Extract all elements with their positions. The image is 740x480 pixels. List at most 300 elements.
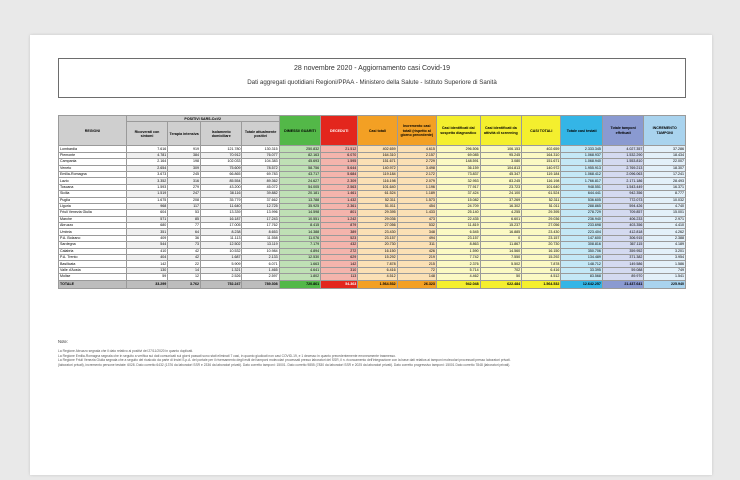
screening-cell: 3.080 — [480, 159, 522, 165]
casi-testati-cell: 1.068.412 — [561, 171, 603, 177]
casi-totali-cell: 51.011 — [358, 203, 397, 209]
dimessi-cell: 8.415 — [279, 223, 321, 229]
screening-cell: 16.302 — [480, 203, 522, 209]
casi-testati-cell: 148.712 — [561, 261, 603, 267]
totale-positivi-total: 789.308 — [242, 280, 279, 288]
sospetto-cell: 1.590 — [436, 248, 480, 254]
casi-totali-cell: 15.292 — [358, 255, 397, 261]
incremento-tamponi-cell: 1.586 — [644, 261, 686, 267]
casi-testati-cell: 236.940 — [561, 216, 603, 222]
tamponi-cell: 412.818 — [602, 229, 644, 235]
casi-totali-2-cell: 61.524 — [522, 191, 561, 197]
screening-cell: 702 — [480, 267, 522, 273]
screening-cell: 15.237 — [480, 223, 522, 229]
screening-cell: 37.269 — [480, 197, 522, 203]
incremento-cell: 1.573 — [397, 197, 436, 203]
ricoverati-cell: 4.781 — [126, 152, 168, 158]
header-incremento-tamponi: INCREMENTO TAMPONI — [644, 116, 686, 146]
dimessi-cell: 45.693 — [279, 159, 321, 165]
casi-testati-cell: 83.568 — [561, 274, 603, 280]
isolamento-cell: 13.339 — [200, 210, 242, 216]
incremento-tamponi-cell: 4.740 — [644, 203, 686, 209]
screening-cell: 11.867 — [480, 242, 522, 248]
incremento-tamponi-cell: 17.241 — [644, 171, 686, 177]
tamponi-cell: 2.096.063 — [602, 171, 644, 177]
sospetto-cell: 4.462 — [436, 274, 480, 280]
ricoverati-cell: 604 — [126, 210, 168, 216]
isolamento-cell: 70.912 — [200, 152, 242, 158]
header-sospetto: Casi identificati dal sospetto diagnostico — [436, 116, 480, 146]
isolamento-cell: 75.609 — [200, 165, 242, 171]
totale-positivi-cell: 13.996 — [242, 210, 279, 216]
casi-totali-2-total: 1.564.532 — [522, 280, 561, 288]
header-casi-totali: Casi totali — [358, 116, 397, 146]
screening-cell: 45.347 — [480, 171, 522, 177]
page-title: 28 novembre 2020 - Aggiornamento casi Covid-19 — [293, 65, 451, 72]
incremento-cell: 219 — [397, 255, 436, 261]
casi-totali-2-cell: 119.184 — [522, 171, 561, 177]
ricoverati-cell: 409 — [126, 235, 168, 241]
ricoverati-cell: 1.519 — [126, 191, 168, 197]
totale-positivi-cell: 8.653 — [242, 229, 279, 235]
header-tamponi: Totale tamponi effettuati — [602, 116, 644, 146]
terapia-cell: 384 — [168, 152, 201, 158]
screening-cell: 7.550 — [480, 255, 522, 261]
screening-cell: 106.153 — [480, 146, 522, 152]
casi-totali-cell: 101.640 — [358, 184, 397, 190]
dimessi-cell: 82.163 — [279, 152, 321, 158]
ricoverati-cell: 680 — [126, 223, 168, 229]
incremento-cell: 2.172 — [397, 171, 436, 177]
screening-cell: 23.723 — [480, 184, 522, 190]
incremento-tamponi-cell: 18.307 — [644, 165, 686, 171]
sospetto-total: 942.048 — [436, 280, 480, 288]
terapia-cell: 73 — [168, 242, 201, 248]
title-box — [58, 58, 686, 98]
deceduti-cell: 523 — [321, 235, 358, 241]
dimessi-cell: 24.627 — [279, 178, 321, 184]
dimessi-cell: 12.530 — [279, 255, 321, 261]
casi-testati-cell: 223.404 — [561, 229, 603, 235]
incremento-cell: 4.615 — [397, 146, 436, 152]
isolamento-cell: 1.687 — [200, 255, 242, 261]
casi-totali-cell: 164.310 — [358, 152, 397, 158]
region-name: Sardegna — [59, 242, 127, 248]
incremento-tamponi-cell: 749 — [644, 267, 686, 273]
casi-testati-cell: 288.865 — [561, 203, 603, 209]
ricoverati-cell: 1.593 — [126, 184, 168, 190]
header-incremento: Incremento casi totali (rispetto al giorno precedente) — [397, 116, 436, 146]
terapia-cell: 245 — [168, 171, 201, 177]
region-name: Toscana — [59, 184, 127, 190]
casi-testati-total: 12.642.257 — [561, 280, 603, 288]
deceduti-cell: 389 — [321, 229, 358, 235]
isolamento-cell: 1.321 — [200, 267, 242, 273]
casi-totali-cell: 52.311 — [358, 197, 397, 203]
tamponi-cell: 4.027.357 — [602, 146, 644, 152]
terapia-cell: 208 — [168, 197, 201, 203]
casi-totali-cell: 23.157 — [358, 235, 397, 241]
incremento-cell: 494 — [397, 235, 436, 241]
ricoverati-cell: 571 — [126, 216, 168, 222]
tamponi-cell: 709.857 — [602, 210, 644, 216]
terapia-cell: 36 — [168, 235, 201, 241]
deceduti-cell: 6.070 — [321, 152, 358, 158]
casi-totali-cell: 119.184 — [358, 171, 397, 177]
totale-positivi-cell: 17.762 — [242, 223, 279, 229]
casi-totali-2-cell: 116.198 — [522, 178, 561, 184]
terapia-cell: 919 — [168, 146, 201, 152]
terapia-cell: 279 — [168, 184, 201, 190]
terapia-cell: 22 — [168, 261, 201, 267]
dimessi-cell: 13.788 — [279, 197, 321, 203]
ricoverati-cell: 3.352 — [126, 178, 168, 184]
casi-totali-cell: 151.671 — [358, 159, 397, 165]
totale-positivi-cell: 76.077 — [242, 152, 279, 158]
isolamento-cell: 2.526 — [200, 274, 242, 280]
table-body — [59, 146, 686, 288]
incremento-tamponi-cell: 16.371 — [644, 184, 686, 190]
incremento-tamponi-cell: 8.777 — [644, 191, 686, 197]
ricoverati-cell: 59 — [126, 274, 168, 280]
sospetto-cell: 5.714 — [436, 267, 480, 273]
totale-positivi-cell: 12.725 — [242, 203, 279, 209]
isolamento-cell: 12.502 — [200, 242, 242, 248]
casi-totali-cell: 402.659 — [358, 146, 397, 152]
deceduti-cell: 1.432 — [321, 197, 358, 203]
tamponi-cell: 89.970 — [602, 274, 644, 280]
casi-totali-2-cell: 20.730 — [522, 242, 561, 248]
terapia-cell: 42 — [168, 248, 201, 254]
tamponi-cell: 359.952 — [602, 248, 644, 254]
casi-totali-cell: 7.878 — [358, 261, 397, 267]
incremento-tamponi-cell: 2.971 — [644, 216, 686, 222]
incremento-tamponi-cell: 4.189 — [644, 242, 686, 248]
region-name: P.A. Trento — [59, 255, 127, 261]
ricoverati-cell: 1.675 — [126, 197, 168, 203]
casi-testati-cell: 33.395 — [561, 267, 603, 273]
ricoverati-cell: 968 — [126, 203, 168, 209]
sospetto-cell: 24.709 — [436, 203, 480, 209]
isolamento-cell: 10.532 — [200, 248, 242, 254]
terapia-cell: 247 — [168, 191, 201, 197]
terapia-cell: 12 — [168, 274, 201, 280]
incremento-cell: 348 — [397, 229, 436, 235]
screening-cell: 6.601 — [480, 216, 522, 222]
note-line: La Regione Emilia-Romagna segnala che in seguito a verifica sui dati comunicati sui giorni passati sono stati eliminati 7 casi, in quanto giudicati non casi COVID-19, e 1 decesso in quanto precedentemente erroneamente trasmesso. — [58, 353, 396, 358]
casi-totali-2-cell: 164.310 — [522, 152, 561, 158]
casi-totali-cell: 16.150 — [358, 248, 397, 254]
casi-testati-cell: 948.551 — [561, 184, 603, 190]
dimessi-cell: 20.181 — [279, 191, 321, 197]
casi-testati-cell: 536.605 — [561, 197, 603, 203]
region-name: Emilia-Romagna — [59, 171, 127, 177]
terapia-cell: 85 — [168, 216, 201, 222]
header-regioni: REGIONI — [59, 116, 127, 146]
tamponi-cell: 1.532.290 — [602, 152, 644, 158]
sospetto-cell: 25.140 — [436, 210, 480, 216]
casi-totali-2-cell: 151.671 — [522, 159, 561, 165]
totale-positivi-cell: 10.984 — [242, 248, 279, 254]
ricoverati-cell: 142 — [126, 261, 168, 267]
deceduti-cell: 142 — [321, 261, 358, 267]
casi-totali-total: 1.564.532 — [358, 280, 397, 288]
header-terapia: Terapia intensiva — [168, 122, 201, 146]
deceduti-cell: 1.595 — [321, 159, 358, 165]
note-line: La Regione Abruzzo segnala che il dato relativo ai positivi del 27/11/2020 in quanto duplicati. — [58, 349, 194, 354]
dimessi-cell: 7.179 — [279, 242, 321, 248]
dimessi-cell: 1.802 — [279, 274, 321, 280]
incremento-tamponi-cell: 2.388 — [644, 235, 686, 241]
region-name: Veneto — [59, 165, 127, 171]
casi-totali-cell: 29.395 — [358, 210, 397, 216]
incremento-cell: 1.433 — [397, 210, 436, 216]
totale-positivi-cell: 104.383 — [242, 159, 279, 165]
header-screening: Casi identificati da attività di screening — [480, 116, 522, 146]
deceduti-cell: 272 — [321, 248, 358, 254]
sospetto-cell: 148.591 — [436, 159, 480, 165]
casi-testati-cell: 644.441 — [561, 191, 603, 197]
sospetto-cell: 32.953 — [436, 178, 480, 184]
isolamento-cell: 43.200 — [200, 184, 242, 190]
terapia-total: 3.762 — [168, 280, 201, 288]
region-name: Campania — [59, 159, 127, 165]
tamponi-cell: 149.586 — [602, 261, 644, 267]
ricoverati-total: 33.299 — [126, 280, 168, 288]
isolamento-cell: 16.187 — [200, 216, 242, 222]
casi-totali-2-cell: 15.292 — [522, 255, 561, 261]
sospetto-cell: 73.837 — [436, 171, 480, 177]
dimessi-cell: 14.598 — [279, 210, 321, 216]
deceduti-cell: 879 — [321, 223, 358, 229]
incremento-tamponi-cell: 4.410 — [644, 223, 686, 229]
incremento-cell: 2.157 — [397, 152, 436, 158]
casi-totali-2-cell: 7.878 — [522, 261, 561, 267]
incremento-cell: 215 — [397, 261, 436, 267]
tamponi-total: 21.437.641 — [602, 280, 644, 288]
casi-testati-cell: 278.729 — [561, 210, 603, 216]
totale-positivi-cell: 69.783 — [242, 171, 279, 177]
header-positivi-group: POSITIVI SARS-CoV2 — [126, 116, 279, 122]
deceduti-cell: 21.512 — [321, 146, 358, 152]
incremento-cell: 1.196 — [397, 184, 436, 190]
isolamento-cell: 11.113 — [200, 235, 242, 241]
casi-testati-cell: 134.489 — [561, 255, 603, 261]
screening-cell: 83.245 — [480, 178, 522, 184]
ricoverati-cell: 2.164 — [126, 159, 168, 165]
incremento-tamponi-cell: 4.262 — [644, 229, 686, 235]
deceduti-cell: 113 — [321, 274, 358, 280]
ricoverati-cell: 130 — [126, 267, 168, 273]
header-casi-totali-2: CASI TOTALI — [522, 116, 561, 146]
casi-testati-cell: 147.600 — [561, 235, 603, 241]
casi-totali-cell: 27.056 — [358, 223, 397, 229]
dimessi-cell: 1.663 — [279, 261, 321, 267]
header-dimessi: DIMESSI/ GUARITI — [279, 116, 321, 146]
incremento-cell: 148 — [397, 274, 436, 280]
sospetto-cell: 8.863 — [436, 242, 480, 248]
casi-testati-cell: 233.698 — [561, 223, 603, 229]
casi-totali-cell: 116.198 — [358, 178, 397, 184]
casi-testati-cell: 1.766.817 — [561, 178, 603, 184]
region-name: Piemonte — [59, 152, 127, 158]
casi-totali-2-cell: 140.972 — [522, 165, 561, 171]
isolamento-cell: 5.909 — [200, 261, 242, 267]
dimessi-cell: 11.076 — [279, 235, 321, 241]
totale-positivi-cell: 78.572 — [242, 165, 279, 171]
deceduti-cell: 2.309 — [321, 178, 358, 184]
isolamento-cell: 66.865 — [200, 171, 242, 177]
totale-positivi-cell: 13.119 — [242, 242, 279, 248]
totale-positivi-cell: 2.597 — [242, 274, 279, 280]
region-name: P.A. Bolzano — [59, 235, 127, 241]
sospetto-cell: 7.742 — [436, 255, 480, 261]
tamponi-cell: 594.426 — [602, 203, 644, 209]
deceduti-cell: 310 — [321, 267, 358, 273]
header-isolamento: Isolamento domiciliare — [200, 122, 242, 146]
casi-totali-cell: 29.036 — [358, 216, 397, 222]
header-totale-positivi: Totale attualmente positivi — [242, 122, 279, 146]
casi-totali-cell: 23.430 — [358, 229, 397, 235]
casi-totali-2-cell: 23.157 — [522, 235, 561, 241]
note-line: (laboratori privati), incremento persone testate: 6028. Dato corretto 6432 (1376 da laboratori SSR e 2336 da laboratori privati). Dato corretto tamponi: 15001. Dato corretto 9855 (7830 da laboratori SSR e 2025 da laboratori privati). Dato corretto progressivo tamponi: 15001 Dato corretto 7848 (laboratori privati). — [58, 362, 511, 367]
screening-cell: 0 — [480, 235, 522, 241]
incremento-cell: 72 — [397, 267, 436, 273]
region-name: Friuli Venezia Giulia — [59, 210, 127, 216]
casi-testati-cell: 308.816 — [561, 242, 603, 248]
totale-positivi-cell: 130.315 — [242, 146, 279, 152]
casi-testati-cell: 1.068.940 — [561, 159, 603, 165]
incremento-cell: 454 — [397, 203, 436, 209]
casi-totali-2-cell: 29.036 — [522, 216, 561, 222]
sospetto-cell: 69.085 — [436, 152, 480, 158]
terapia-cell: 53 — [168, 210, 201, 216]
totale-positivi-cell: 11.558 — [242, 235, 279, 241]
region-name: Valle d'Aosta — [59, 267, 127, 273]
ricoverati-cell: 2.654 — [126, 165, 168, 171]
terapia-cell: 42 — [168, 255, 201, 261]
ricoverati-cell: 7.616 — [126, 146, 168, 152]
screening-cell: 5.502 — [480, 261, 522, 267]
incremento-tamponi-cell: 22.007 — [644, 159, 686, 165]
screening-cell: 16.885 — [480, 229, 522, 235]
tamponi-cell: 1.553.810 — [602, 159, 644, 165]
region-name: Liguria — [59, 203, 127, 209]
ricoverati-cell: 410 — [126, 248, 168, 254]
incremento-cell: 1.189 — [397, 191, 436, 197]
incremento-tamponi-cell: 37.286 — [644, 146, 686, 152]
sospetto-cell: 36.159 — [436, 165, 480, 171]
sospetto-cell: 296.506 — [436, 146, 480, 152]
screening-cell: 4.255 — [480, 210, 522, 216]
region-name: Sicilia — [59, 191, 127, 197]
covid-data-table — [58, 115, 686, 289]
isolamento-cell: 35.779 — [200, 197, 242, 203]
dimessi-cell: 43.717 — [279, 171, 321, 177]
sospetto-cell: 23.157 — [436, 235, 480, 241]
deceduti-cell: 801 — [321, 210, 358, 216]
isolamento-cell: 11.640 — [200, 203, 242, 209]
casi-testati-cell: 2.333.345 — [561, 146, 603, 152]
deceduti-cell: 5.684 — [321, 171, 358, 177]
dimessi-cell: 250.832 — [279, 146, 321, 152]
sospetto-cell: 6.545 — [436, 229, 480, 235]
region-name: Basilicata — [59, 261, 127, 267]
ricoverati-cell: 404 — [126, 255, 168, 261]
casi-totali-2-cell: 6.416 — [522, 267, 561, 273]
tamponi-cell: 367.115 — [602, 242, 644, 248]
incremento-tamponi-cell: 3.201 — [644, 248, 686, 254]
terapia-cell: 198 — [168, 159, 201, 165]
dimessi-cell: 35.925 — [279, 203, 321, 209]
note-line: La Regione Friuli Venezia Giulia segnala che a seguito del ricalcolo da parte di Insiel S.p.A. del portale per il riversamento degli esiti del tamponi molecolari processati presso laboratori del SSR, il n. riconcamento dell'integrazione con la base dati relativa ai tamponi molecolari processati presso laboratori privati. — [58, 358, 511, 363]
isolamento-cell: 85.554 — [200, 178, 242, 184]
incremento-tamponi-cell: 1.541 — [644, 274, 686, 280]
screening-cell: 50 — [480, 274, 522, 280]
tamponi-cell: 2.769.213 — [602, 165, 644, 171]
ricoverati-cell: 351 — [126, 229, 168, 235]
casi-testati-cell: 1.068.937 — [561, 152, 603, 158]
totale-positivi-cell: 37.662 — [242, 197, 279, 203]
deceduti-total: 54.363 — [321, 280, 358, 288]
incremento-cell: 311 — [397, 242, 436, 248]
incremento-cell: 2.079 — [397, 178, 436, 184]
dimessi-cell: 54.005 — [279, 184, 321, 190]
incremento-cell: 426 — [397, 248, 436, 254]
terapia-cell: 14 — [168, 267, 201, 273]
tamponi-cell: 1.543.449 — [602, 184, 644, 190]
dimessi-cell: 14.388 — [279, 229, 321, 235]
dimessi-cell: 4.641 — [279, 267, 321, 273]
tamponi-cell: 403.356 — [602, 223, 644, 229]
region-name: Umbria — [59, 229, 127, 235]
casi-totali-2-cell: 51.011 — [522, 203, 561, 209]
screening-cell: 14.560 — [480, 248, 522, 254]
tamponi-cell: 406.233 — [602, 216, 644, 222]
casi-totali-2-cell: 402.659 — [522, 146, 561, 152]
sospetto-cell: 11.819 — [436, 223, 480, 229]
tamponi-cell: 59.088 — [602, 267, 644, 273]
screening-cell: 24.100 — [480, 191, 522, 197]
region-name: Marche — [59, 216, 127, 222]
dimessi-cell: 4.894 — [279, 248, 321, 254]
region-name: Lazio — [59, 178, 127, 184]
terapia-cell: 64 — [168, 229, 201, 235]
casi-totali-cell: 4.512 — [358, 274, 397, 280]
tamponi-cell: 942.356 — [602, 191, 644, 197]
header-casi-testati: Totale casi testati — [561, 116, 603, 146]
incremento-cell: 532 — [397, 223, 436, 229]
page-subtitle: Dati aggregati quotidiani Regioni/PPAA - Ministero della Salute - Istituto Superiore di Sanità — [247, 79, 497, 86]
totals-label: TOTALE — [59, 280, 127, 288]
sospetto-cell: 37.424 — [436, 191, 480, 197]
deceduti-cell: 1.242 — [321, 216, 358, 222]
dimessi-cell: 58.756 — [279, 165, 321, 171]
tamponi-cell: 371.382 — [602, 255, 644, 261]
terapia-cell: 77 — [168, 223, 201, 229]
notes-section — [58, 340, 686, 367]
deceduti-cell: 5.644 — [321, 165, 358, 171]
ricoverati-cell: 3.673 — [126, 171, 168, 177]
region-name: Lombardia — [59, 146, 127, 152]
isolamento-total: 752.247 — [200, 280, 242, 288]
header-deceduti: DECEDUTI — [321, 116, 358, 146]
deceduti-cell: 629 — [321, 255, 358, 261]
dimessi-cell: 10.551 — [279, 216, 321, 222]
isolamento-cell: 17.005 — [200, 223, 242, 229]
isolamento-cell: 121.780 — [200, 146, 242, 152]
dimessi-total: 720.861 — [279, 280, 321, 288]
